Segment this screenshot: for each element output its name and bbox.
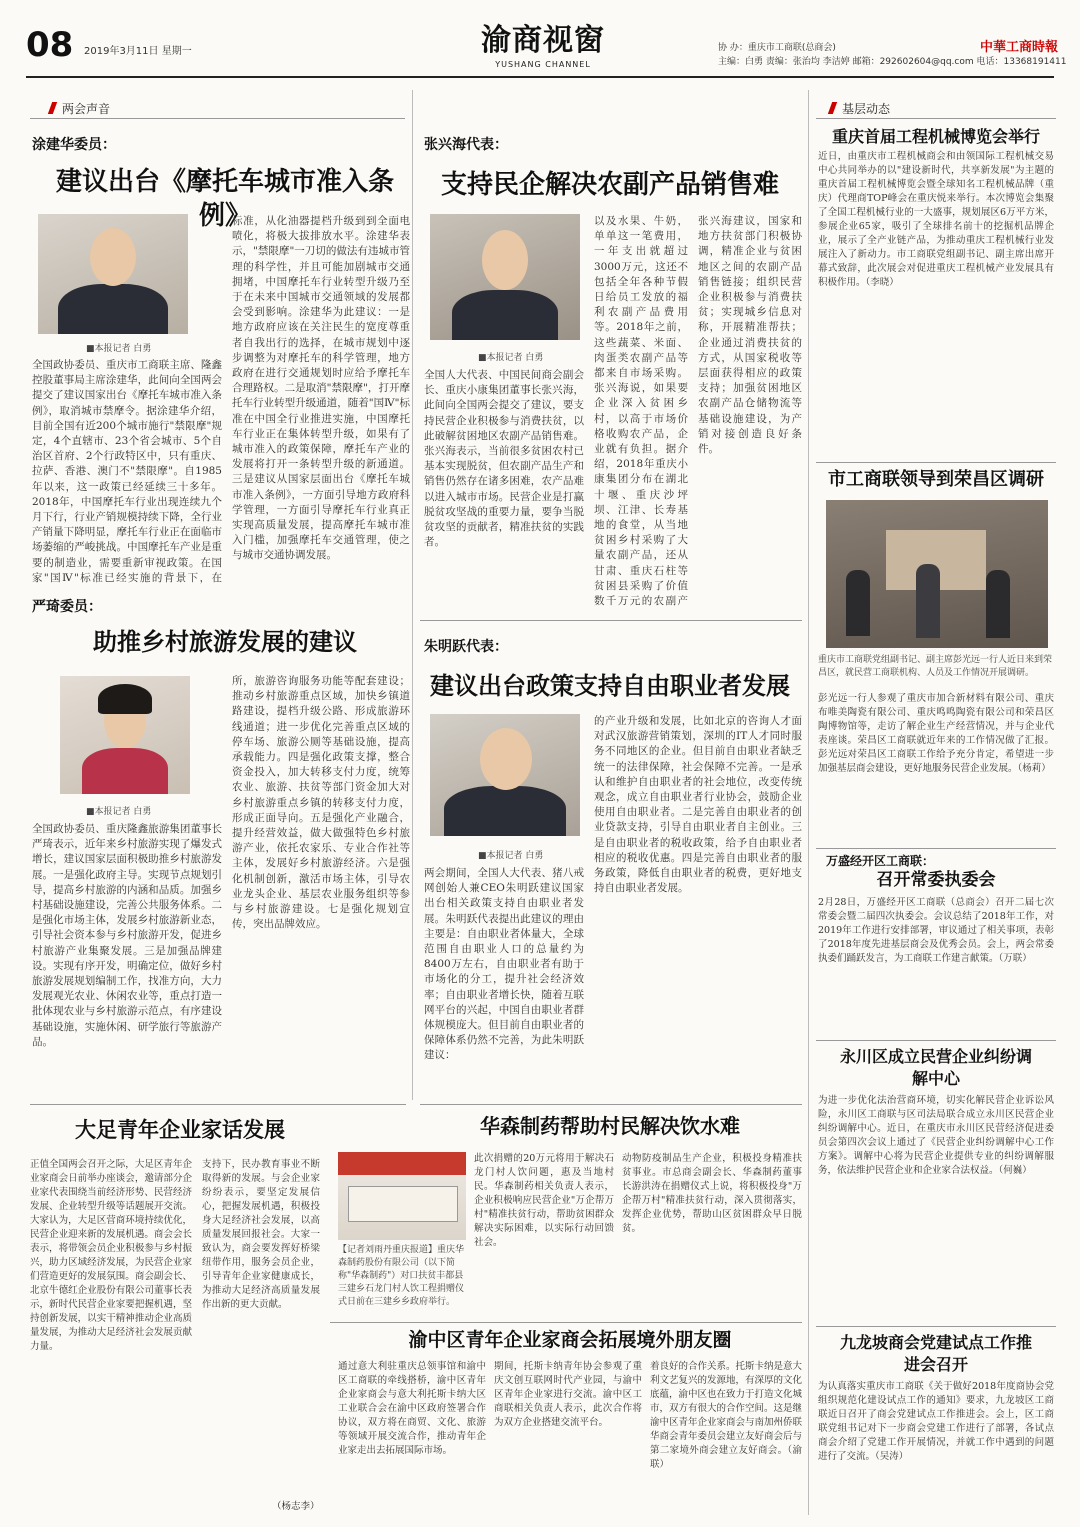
r2-title: 市工商联领导到荣昌区调研 (828, 469, 1044, 490)
a1-body-col2: 标准，从化油器提档升级到到全面电喷化，将极大拔排放水平。涂建华表示，"禁限摩"一刀切的做法有违城市管理的科学性，并且可能加剧城市交通拥堵，中国摩托车行业转型升级乃至于在未来中国城市交通领域的发展都会受到影响。涂建华为此建议：一是地方政府应该在关注民生的宽度尊重者自我出行的选择，在城市规划中逐步调整为对摩托车的科学管理，地方政府在进行交通规划时应给予摩托车合理路权。二是取消"禁限摩"，打开摩托车行业转型升级通道，随着"国Ⅳ"标准在中国全行业推进实施，中国摩托车行业正在集体转型升级，如果有了城市准入的政策保障，摩托车产业的发展将打开一条转型升级的新通道。三是建议从国家层面出台《摩托车城市准入条例》，一方面引导地方政府科学管理，一方面引导摩托车行业真正实现高质量发展，提高摩托车城市准入门槛，加强摩托车交通管理，使之与城市交通协调发展。 (232, 215, 410, 562)
a3-body-col1: 正值全国两会召开之际，大足区青年企业家商会日前举办座谈会，邀请部分企业家代表围绕当前经济形势、民营经济发展、企业转型升级等话题展开交流。大家认为，大足区营商环境持续优化，民营企业迎来新的发展机遇。商会会长表示，将带领会员企业积极参与乡村振兴，助力区域经济发展，为民营企业家们营造更好的发展氛围。商会副会长、北京牛德红企业股份有限公司董事长表示，新时代民营企业家要把握机遇，坚持创新发展，以实干精神推动企业高质量发展，为推动大足经济社会发展贡献力量。 (30, 1159, 192, 1352)
b3-title: 华森制药帮助村民解决饮水难 (480, 1114, 740, 1138)
b3-body-col1: 此次捐赠的20万元将用于解决石龙门村人饮问题，惠及当地村民。华森制药相关负责人表示，企业积极响应民营企业"万企帮万村"精准扶贫行动，帮助贫困群众解决实际困难，以实际行动回馈社会。 (474, 1153, 614, 1248)
section-two-sessions: 两会声音 (62, 102, 111, 116)
a1-body-col1: 全国政协委员、重庆市工商联主席、隆鑫控股董事局主席涂建华，此间向全国两会提交了建议国家出台《摩托车城市准入条例》，取消城市禁摩令。据涂建华介绍，目前全国有近200个城市施行"禁限摩"规定，4个直辖市、23个省会城市、5个自治区首府、2个行政特区中，只有重庆、拉萨、香港、澳门不"禁限摩"。自1985年以来，这一政策已经延续三十多年。2018年，中国摩托车行业出现连续九个月下行，行业产销规模持续下降，全行业产销量下降明显，摩托车行业正在面临市场萎缩的严峻挑战。中国摩托车产业是重要的制造业，需要重新审视政策。在国家"国Ⅳ"标准已经实施的背景下，在 (32, 359, 222, 584)
b4-body-col2: 期间，托斯卡纳青年协会参观了重庆文创互联网时代产业园，与渝中区青年企业家进行交流。渝中区工商联相关负责人表示，此次合作将为双方企业搭建交流平台。 (494, 1361, 642, 1428)
column-divider-right (808, 90, 809, 1515)
a1-portrait (38, 214, 188, 334)
b1-person: 张兴海代表： (424, 137, 508, 153)
b1-portrait (430, 214, 580, 340)
credits-line-1: 协 办：重庆市工商联(总商会) (718, 43, 836, 53)
r4-title: 永川区成立民营企业纠纷调解中心 (840, 1047, 1033, 1088)
b1-body-col1: 全国人大代表、中国民间商会副会长、重庆小康集团董事长张兴海，此间向全国两会提交了建议，要支持民营企业积极参与消费扶贫，以此破解贫困地区农副产品销售难。张兴海表示，当前很多贫困农村已基本实现脱贫，但农副产品生产和销售仍然存在诸多困难，农产品难以进入城市市场。民营企业是打赢脱贫攻坚战的重要力量，要争当脱贫攻坚的贡献者，精准扶贫的实践者。 (424, 369, 584, 549)
a2-byline: ■本报记者 白勇 (86, 807, 152, 817)
b3-body-col2: 动物防疫制品生产企业，积极投身精准扶贫事业。市总商会副会长、华森制药董事长游洪涛在捐赠仪式上说，将积极投身"万企帮万村"精准扶贫行动，深入贯彻落实，发挥企业优势，帮助山区贫困群众早日脱贫。 (622, 1153, 802, 1234)
b2-person: 朱明跃代表： (424, 639, 508, 655)
b3-photo (338, 1152, 466, 1240)
page-number: 08 (26, 25, 74, 65)
a1-byline: ■本报记者 白勇 (86, 344, 152, 354)
b2-body-col2: 的产业升级和发展，比如北京的咨询人才面对武汉旅游营销策划，深圳的IT人才同时服务不同地区的企业。但目前自由职业者缺乏统一的法律保障，社会保障不完善。一是承认和维护自由职业者的社会地位，改变传统观念，成立自由职业者行业协会，鼓励企业使用自由职业者。二是完善自由职业者的创业贷款支持，引导自由职业者自主创业。三是自由职业者的税收政策，给予自由职业者相应的税收优惠。四是完善自由职业者的服务政策，降低自由职业者的税费，更好地支持自由职业者发展。 (594, 715, 802, 895)
b1-byline: ■本报记者 白勇 (478, 353, 544, 363)
right-rule-4 (816, 1326, 1056, 1327)
r5-body: 为认真落实重庆市工商联《关于做好2018年度商协会党组织规范化建设试点工作的通知》要求，九龙坡区工商联近日召开了商会党建试点工作推进会。会上，区工商联党组书记对下一步商会党建工作进行了部署，各试点商会介绍了党建工作开展情况，并就工作中遇到的问题进行了交流。（吴涛） (818, 1381, 1054, 1462)
right-rule-2 (816, 848, 1056, 849)
b1-body-col3: 张兴海建议，国家和地方扶贫部门积极协调，精准企业与贫困地区之间的农副产品销售链接；组织民营企业积极参与消费扶贫；实现城乡信息对称，开展精准帮扶；企业通过消费扶贫的方式，从国家税收等层面获得相应的政策支持；加强贫困地区农副产品仓储物流等基础设施建设，为产销对接创造良好条件。 (698, 215, 802, 456)
a1-person: 涂建华委员： (32, 137, 116, 153)
right-rule-3 (816, 1040, 1056, 1041)
mid-rule-2 (420, 1104, 802, 1105)
b1-body-col2: 以及水果、牛奶，单单这一笔费用，一年支出就超过3000万元，这还不包括全年各种节假日给员工发放的福利农副产品费用等。2018年之前，这些蔬菜、米面、肉蛋类农副产品等都来自市场采购。张兴海说，如果要企业深入贫困乡村，以高于市场价格收购农产品，企业就有负担。据介绍，2018年重庆小康集团分布在湖北十堰、重庆沙坪坝、江津、长寿基地的食堂，从当地贫困乡村采购了大量农副产品，还从甘肃、重庆石柱等贫困县采购了价值数千万元的农副产 (594, 215, 688, 608)
b1-title: 支持民企解决农副产品销售难 (440, 170, 779, 200)
b4-body-col3: 着良好的合作关系。托斯卡纳是意大利文艺复兴的发源地，有深厚的文化底蕴，渝中区也在致力于打造文化城市，双方有很大的合作空间。这是继渝中区青年企业家商会与南加州侨联华商会青年委员会建立友好商会后与第二家境外商会建立友好商会。（渝联） (650, 1361, 802, 1470)
mid-rule-3 (330, 1322, 802, 1323)
a3-signature: （杨志李） (272, 1501, 320, 1512)
r3-title: 召开常委执委会 (876, 870, 996, 890)
a3-body-col2: 支持下，民办教育事业不断取得新的发展。与会企业家纷纷表示，要坚定发展信心，把握发展机遇，积极投身大足经济社会发展，以高质量发展回报社会。大家一致认为，商会要发挥好桥梁纽带作用，服务会员企业，引导青年企业家健康成长，为推动大足经济高质量发展作出新的更大贡献。 (202, 1159, 320, 1310)
r3-body: 2月28日，万盛经开区工商联（总商会）召开二届七次常委会暨二届四次执委会。会议总结了2018年工作，对2019年工作进行安排部署，审议通过了相关事项，表彰了2018年度先进基层商会及优秀会员。会上，两会常委执委们踊跃发言，为工商联工作建言献策。（万联） (818, 897, 1054, 964)
r1-body: 近日，由重庆市工程机械商会和由领国际工程机械交易中心共同举办的以"建设新时代，共享新发展"为主题的重庆首届工程机械博览会暨全球知名工程机械品牌（重庆）代理商TOP峰会在重庆悦来举行。本次博览会集聚了全国工程机械行业的一大盛事，规划展区6万平方米，参展企业65家，吸引了全球排名前十的挖掘机品牌企业，展示了全产业链产品，为推动重庆工程机械行业发展注入了新动力。市工商联党组副书记、副主席出席开幕式致辞，此次展会对促进重庆工程机械产业发展具有积极作用。（李晓） (818, 151, 1054, 288)
column-divider-left (412, 90, 413, 1100)
b2-byline: ■本报记者 白勇 (478, 851, 544, 861)
channel-title: 渝商视窗 (481, 23, 605, 58)
header-rule (26, 76, 1054, 78)
b3-caption: 【记者刘雨丹重庆报道】重庆华森制药股份有限公司（以下简称"华森制药"）对口扶贫丰都县三建乡石龙门村人饮工程捐赠仪式日前在三建乡乡政府举行。 (338, 1245, 465, 1307)
r3-kicker: 万盛经开区工商联： (826, 854, 935, 868)
credits-line-2: 主编：白勇 责编：张治均 李洁婷 邮箱：292602604@qq.com 电话：13368191411 (718, 57, 1067, 67)
a2-body-col1: 全国政协委员、重庆隆鑫旅游集团董事长严琦表示，近年来乡村旅游实现了爆发式增长，建议国家层面积极助推乡村旅游发展。一是强化政府主导。实现节点规划引导，提高乡村旅游的内涵和品质。加强乡村基础设施建设，完善公共服务体系。二是强化市场主体，发展乡村旅游新业态，引导社会资本参与乡村旅游开发，促进乡村旅游产业集聚发展。三是加强品牌建设。实现有序开发，明确定位，做好乡村旅游发展规划编制工作，找准方向，大力发展观光农业、休闲农业等，重点打造一批体现农业与乡村旅游示范点，有序建设基础设施，实施休闲、研学旅行等旅游产品。 (32, 823, 222, 1048)
paper-name: 中華工商時報 (980, 40, 1059, 55)
right-section-rule (816, 118, 1056, 119)
r1-title: 重庆首届工程机械博览会举行 (831, 127, 1040, 146)
r2-photo (826, 500, 1048, 648)
left-bottom-rule (30, 1104, 406, 1105)
a2-body-col2: 所，旅游咨询服务功能等配套建设；推动乡村旅游重点区域，加快乡镇道路建设，提档升级公路、形成旅游环线通道；进一步优化完善重点区域的停车场、旅游公厕等基础设施，提高承载能力。四是强化政策支撑，整合资金投入，加大转移支付力度，统筹农业、旅游、扶贫等部门资金加大对乡村旅游重点乡镇的转移支付力度，形成正面导向。五是强化产业融合，提升经营效益，做大做强特色乡村旅游产业，依托农家乐、专业合作社等主体，发展好乡村旅游经济。六是强化机制创新，激活市场主体，引导农业龙头企业、基层农业服务组织等参与乡村旅游建设。七是强化规划宣传，突出品牌效应。 (232, 675, 410, 931)
issue-date: 2019年3月11日 星期一 (84, 46, 192, 57)
b2-title: 建议出台政策支持自由职业者发展 (430, 671, 790, 700)
b2-portrait (430, 714, 580, 836)
section-grassroots: 基层动态 (842, 102, 891, 116)
r2-body: 彭光远一行人参观了重庆市加合新材料有限公司、重庆布唯美陶瓷有限公司、重庆鸣鸣陶瓷有限公司和荣昌区陶博物馆等，走访了解企业生产经营情况，并与企业代表座谈。荣昌区工商联就近年来的工作情况做了汇报。彭光远对荣昌区工商联工作给予充分肯定，希望进一步加强基层商会建设，更好地服务民营企业发展。（杨莉） (818, 693, 1054, 774)
b4-title: 渝中区青年企业家商会拓展境外朋友圈 (408, 1329, 732, 1351)
a2-person: 严琦委员： (32, 599, 102, 615)
b2-body-col1: 两会期间，全国人大代表、猪八戒网创始人兼CEO朱明跃建议国家出台相关政策支持自由职业者发展。朱明跃代表提出此建议的理由主要是：自由职业者体量大，全球范围自由职业人口的总量约为8400万左右，自由职业者有助于市场化的分工，提升社会经济效率；自由职业者增长快，随着互联网平台的兴起，中国自由职业者群体规模庞大。但目前自由职业者的保障体系仍然不完善，为此朱明跃建议： (424, 867, 584, 1062)
mid-rule-1 (420, 620, 802, 621)
r2-caption: 重庆市工商联党组副书记、副主席彭光远一行人近日来到荣昌区，就民营工商联机构、人员及工作情况开展调研。 (818, 655, 1053, 678)
channel-subtitle: YUSHANG CHANNEL (495, 60, 591, 69)
r4-body: 为进一步优化法治营商环境，切实化解民营企业诉讼风险，永川区工商联与区司法局联合成立永川区民营企业纠纷调解中心。近日，在重庆市永川区民营经济促进委员会第四次会议上通过了《民营企业纠纷调解中心工作方案》。调解中心将为民营企业提供专业的纠纷调解服务，依法维护民营企业和企业家合法权益。（何巍） (818, 1095, 1054, 1176)
right-rule-1 (816, 462, 1056, 463)
a2-portrait (60, 676, 190, 794)
section-rule (30, 118, 405, 119)
a3-title: 大足青年企业家话发展 (75, 1117, 285, 1142)
r5-title: 九龙坡商会党建试点工作推进会召开 (840, 1333, 1033, 1374)
a1-title: 建议出台《摩托车城市准入条例》 (55, 167, 394, 231)
a2-title: 助推乡村旅游发展的建议 (93, 627, 357, 656)
b4-body-col1: 通过意大利驻重庆总领事馆和渝中区工商联的牵线搭桥，渝中区青年企业家商会与意大利托斯卡纳大区工业联合会在渝中区政府签署合作协议，双方将在商贸、文化、旅游等领域开展交流合作，推动青年企业家走出去拓展国际市场。 (338, 1361, 486, 1456)
